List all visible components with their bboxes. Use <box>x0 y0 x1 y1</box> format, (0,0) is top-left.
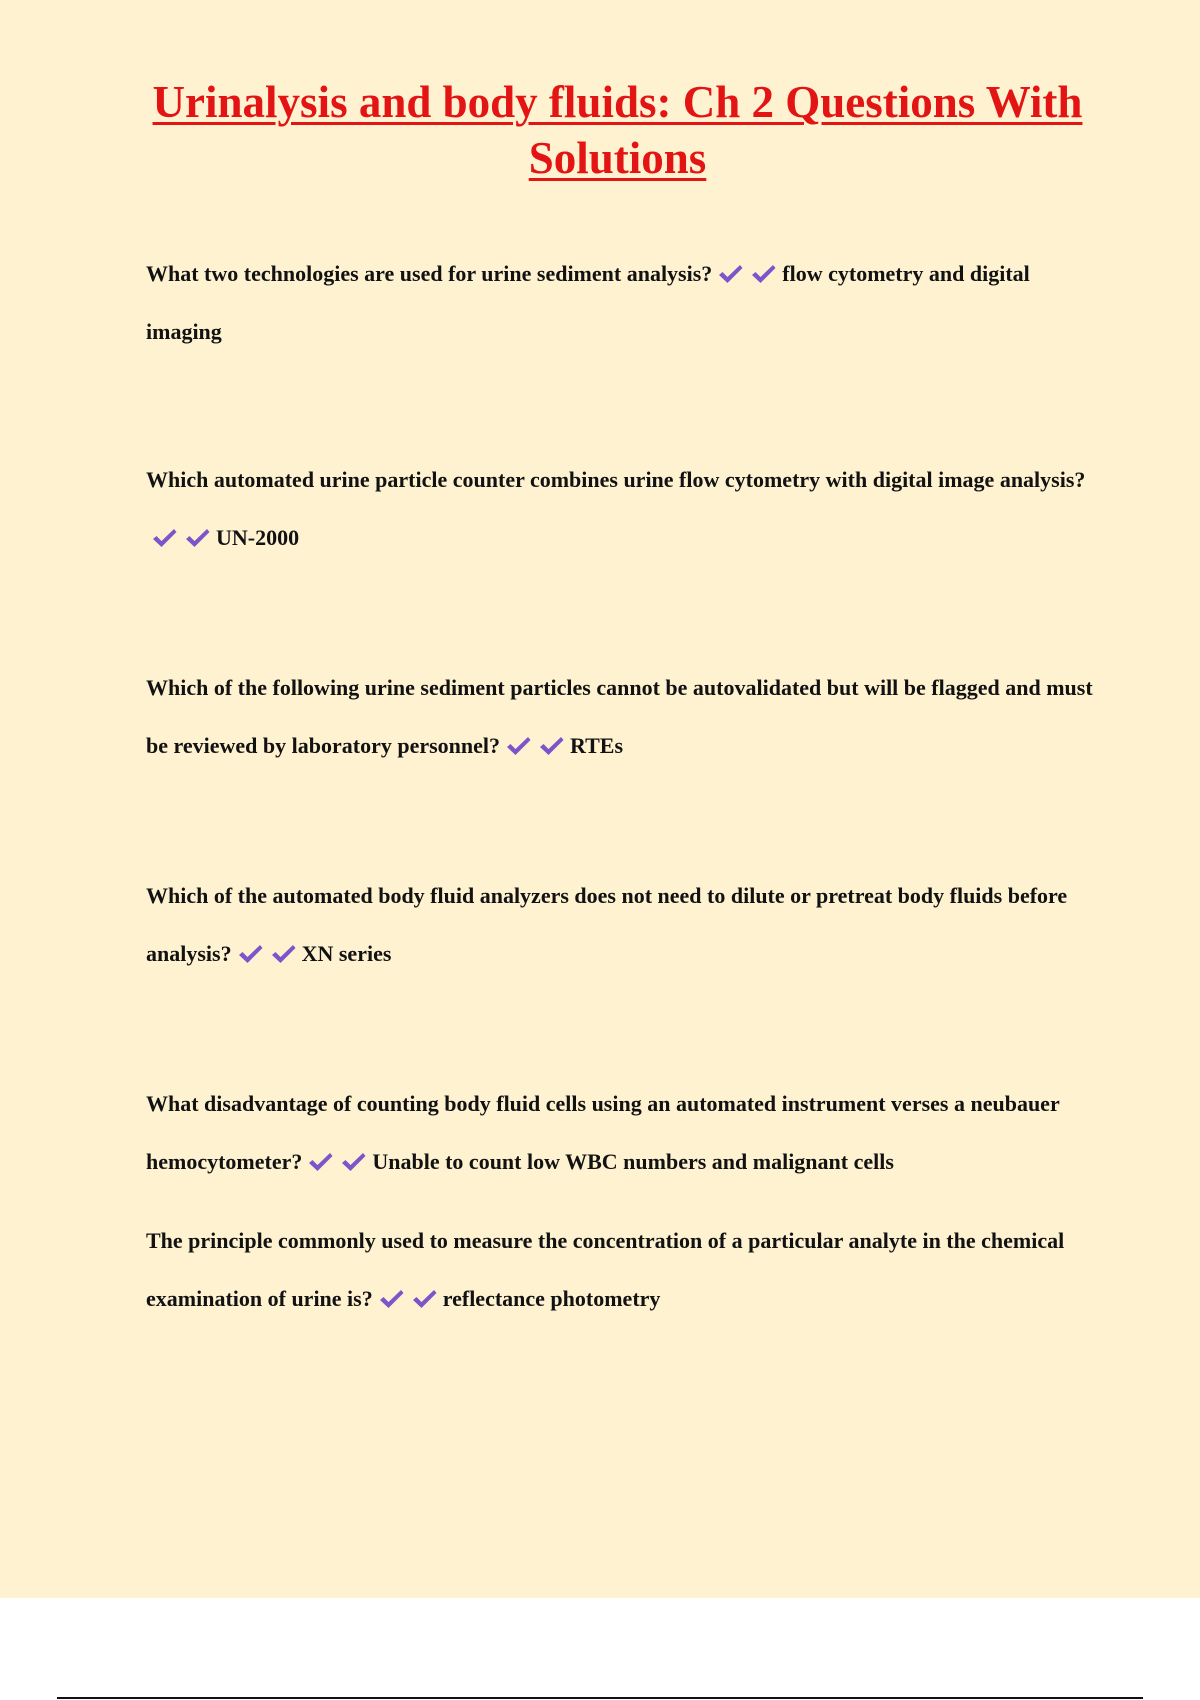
double-check-icon <box>183 513 212 535</box>
qa-item <box>146 451 1096 567</box>
question-text: The principle commonly used to measure the concentration of a particular analyte in the chemical examination of urine is? <box>146 1228 1065 1311</box>
answer-text: RTEs <box>570 733 624 758</box>
answer-text: Unable to count low WBC numbers and malignant cells <box>372 1149 894 1174</box>
document-title: Urinalysis and body fluids: Ch 2 Questions With Solutions <box>152 77 1083 183</box>
double-check-icon <box>537 721 566 743</box>
double-check-icon <box>749 249 778 271</box>
qa-item <box>146 1075 1096 1191</box>
question-text: What two technologies are used for urine sediment analysis? <box>146 261 713 286</box>
double-check-icon <box>504 721 533 743</box>
answer-text: flow cytometry and digital imaging <box>146 261 1030 344</box>
footer-divider <box>57 1697 1143 1699</box>
question-text: What disadvantage of counting body fluid cells using an automated instrument verses a neubauer hemocytometer? <box>146 1091 1060 1174</box>
qa-item <box>146 1212 1096 1328</box>
double-check-icon <box>150 513 179 535</box>
question-text: Which of the automated body fluid analyzers does not need to dilute or pretreat body fluids before analysis? <box>146 883 1068 966</box>
double-check-icon <box>410 1274 439 1296</box>
answer-text: UN-2000 <box>216 525 300 550</box>
qa-item <box>146 659 1096 775</box>
double-check-icon <box>236 929 265 951</box>
double-check-icon <box>339 1137 368 1159</box>
question-text: Which of the following urine sediment particles cannot be autovalidated but will be flagged and must be reviewed by laboratory personnel? <box>146 675 1093 758</box>
double-check-icon <box>377 1274 406 1296</box>
qa-item <box>146 867 1096 983</box>
double-check-icon <box>716 249 745 271</box>
answer-text: XN series <box>301 941 392 966</box>
qa-item <box>146 245 1096 361</box>
answer-text: reflectance photometry <box>442 1286 661 1311</box>
double-check-icon <box>306 1137 335 1159</box>
question-text: Which automated urine particle counter combines urine flow cytometry with digital image analysis? <box>146 467 1086 492</box>
double-check-icon <box>269 929 298 951</box>
